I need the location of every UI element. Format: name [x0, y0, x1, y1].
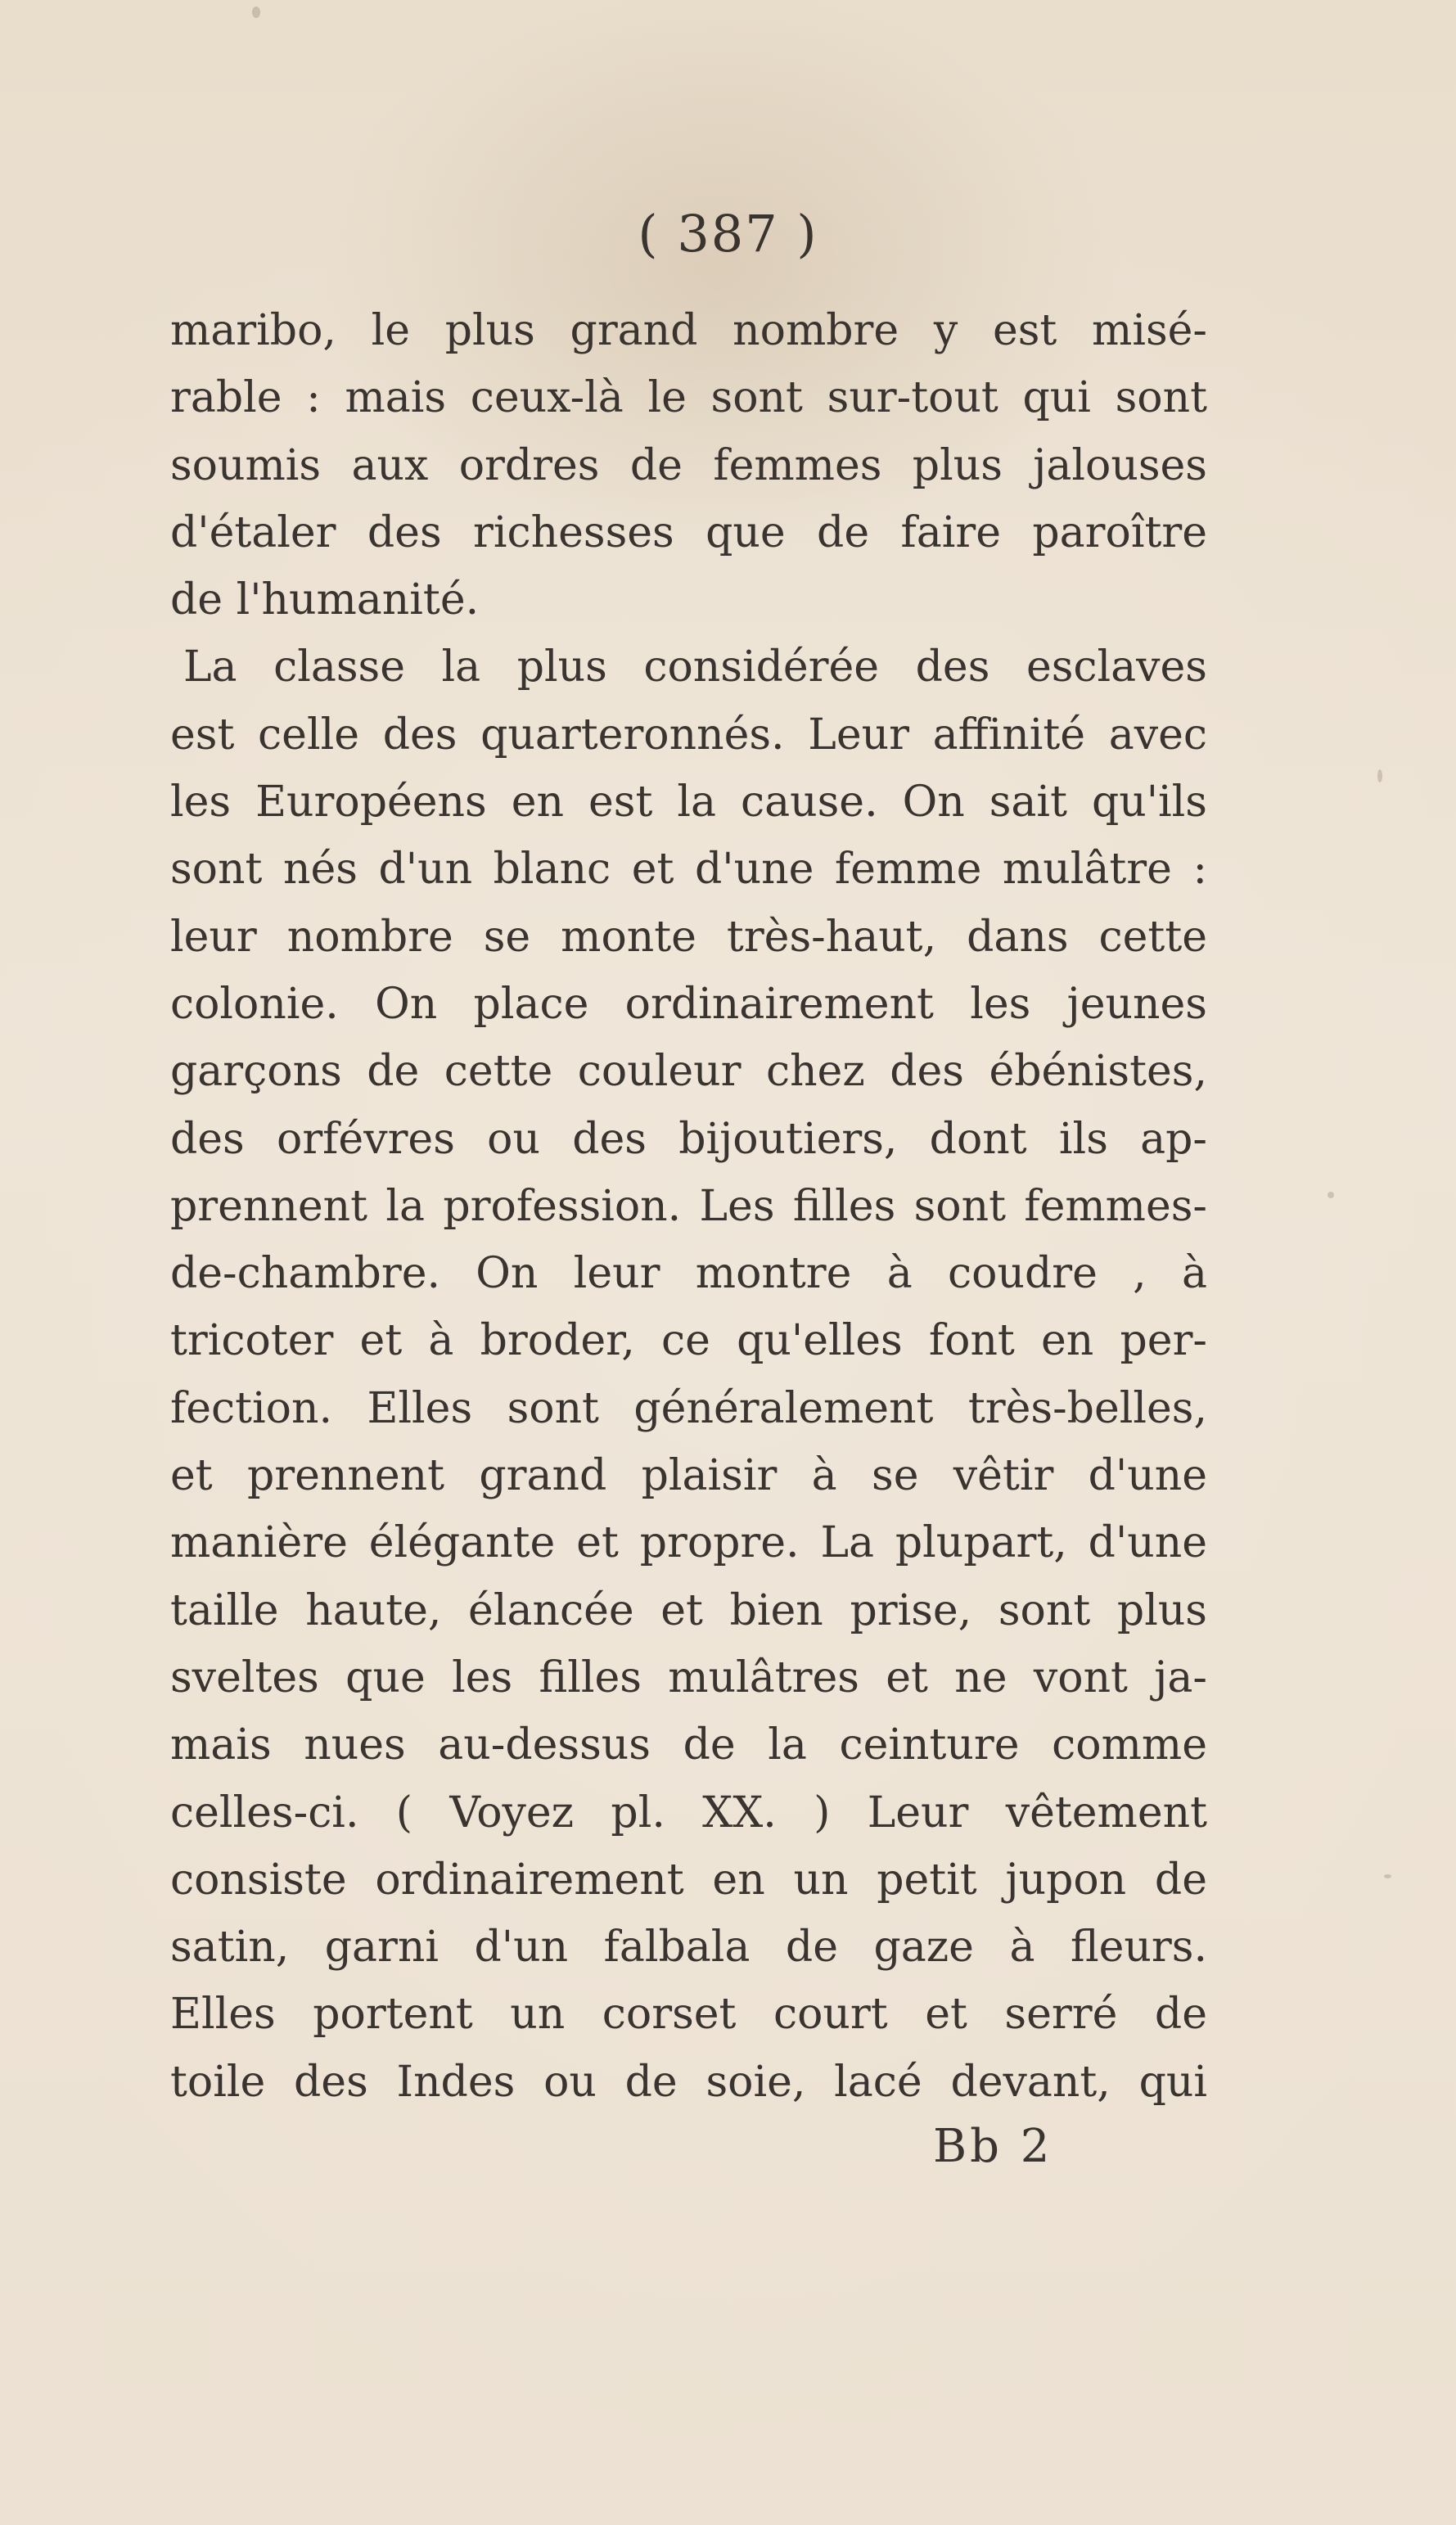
- paper-spot: [252, 7, 260, 18]
- page-number: ( 387 ): [638, 204, 818, 264]
- text-line: sont nés d'un blanc et d'une femme mulâtre :: [170, 845, 1207, 895]
- text-line: colonie. On place ordinairement les jeunes: [170, 979, 1207, 1029]
- text-line: est celle des quarteronnés. Leur affinité avec: [170, 710, 1207, 760]
- text-line: rable : mais ceux-là le sont sur-tout qui sont: [170, 373, 1207, 423]
- text-line: manière élégante et propre. La plupart, d'une: [170, 1518, 1207, 1568]
- text-line: consiste ordinairement en un petit jupon de: [170, 1855, 1207, 1905]
- text-line: celles-ci. ( Voyez pl. XX. ) Leur vêtement: [170, 1788, 1207, 1837]
- text-line: fection. Elles sont généralement très-belles,: [170, 1383, 1207, 1433]
- text-line: satin, garni d'un falbala de gaze à fleurs.: [170, 1923, 1207, 1973]
- text-line: mais nues au-dessus de la ceinture comme: [170, 1720, 1207, 1770]
- text-line: La classe la plus considérée des esclaves: [183, 643, 1207, 692]
- text-line: leur nombre se monte très-haut, dans cette: [170, 912, 1207, 962]
- text-line: soumis aux ordres de femmes plus jalouses: [170, 440, 1207, 490]
- text-line: toile des Indes ou de soie, lacé devant, qui: [170, 2057, 1207, 2107]
- text-line: sveltes que les filles mulâtres et ne vont ja-: [170, 1653, 1207, 1702]
- text-line: et prennent grand plaisir à se vêtir d'une: [170, 1451, 1207, 1501]
- text-line: tricoter et à broder, ce qu'elles font en per-: [170, 1316, 1207, 1366]
- text-line: garçons de cette couleur chez des ébénistes,: [170, 1047, 1207, 1097]
- paper-spot: [1377, 769, 1382, 782]
- text-line: prennent la profession. Les filles sont femmes-: [170, 1181, 1207, 1231]
- signature-mark: Bb 2: [933, 2120, 1053, 2173]
- text-line: de l'humanité.: [170, 575, 480, 625]
- paper-spot: [1384, 1874, 1391, 1878]
- body-text: [170, 297, 1207, 2116]
- text-line: Elles portent un corset court et serré de: [170, 1990, 1207, 2040]
- text-line: des orfévres ou des bijoutiers, dont ils ap-: [170, 1114, 1207, 1164]
- text-line: maribo, le plus grand nombre y est misé-: [170, 306, 1207, 355]
- paper-spot: [1328, 1192, 1334, 1198]
- text-line: d'étaler des richesses que de faire paroître: [170, 507, 1207, 557]
- text-line: les Européens en est la cause. On sait qu'ils: [170, 778, 1207, 827]
- text-line: taille haute, élancée et bien prise, sont plus: [170, 1585, 1207, 1635]
- text-line: de-chambre. On leur montre à coudre , à: [170, 1249, 1207, 1299]
